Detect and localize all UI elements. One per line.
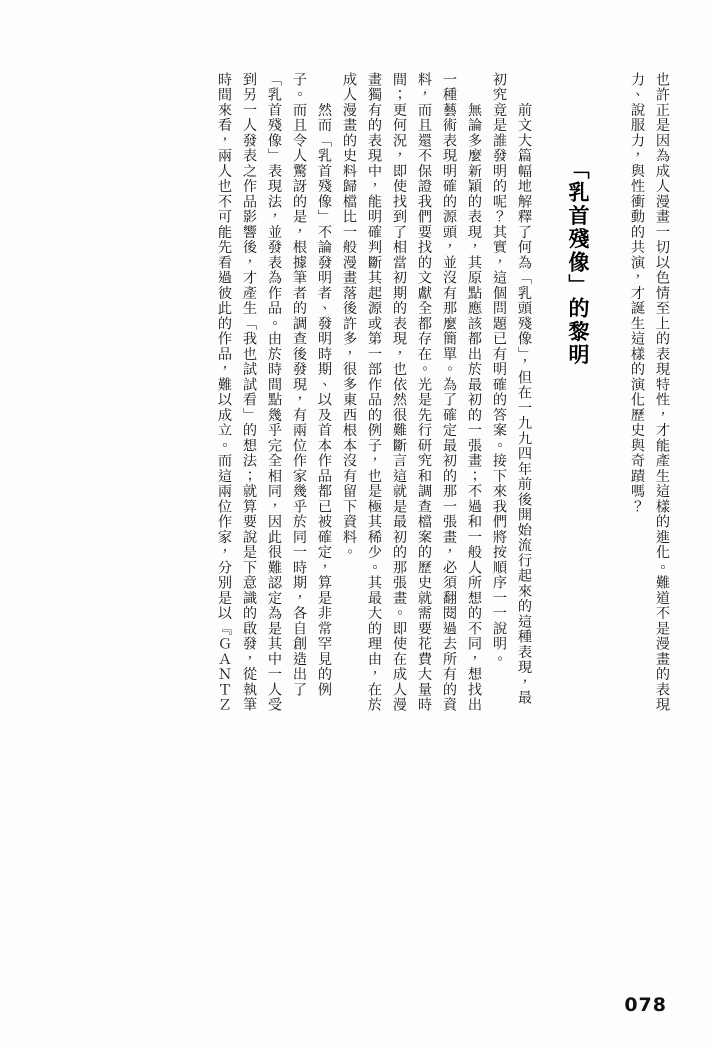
text-column-12: 子。而且令人驚訝的是，根據筆者的調查後發現，有兩位作家幾乎於同一時期，各自創造出了 xyxy=(291,72,307,698)
text-column-6: 一種藝術表現明確的源頭，並沒有那麼簡單。為了確定最初的那一張畫，必須翻閱過去所有的資 xyxy=(441,72,457,713)
text-column-5: 無論多麼新穎的表現，其原點應該都出於最初的一張畫；不過和一般人所想的不同，想找出 xyxy=(466,72,482,713)
vertical-text-body xyxy=(48,72,669,952)
text-column-7: 料，而且還不保證我們要找的文獻全都存在。光是先行研究和調查檔案的歷史就需要花費大量時 xyxy=(416,72,432,713)
text-column-10: 成人漫畫的史料歸檔比一般漫畫落後許多，很多東西根本沒有留下資料。 xyxy=(341,72,357,560)
text-column-15: 時間來看，兩人也不可能先看過彼此的作品，難以成立。而這兩位作家，分別是以『ＧＡＮＴＺ xyxy=(216,72,232,713)
text-column-11: 然而「乳首殘像」不論發明者、發明時期、以及首本作品都已被確定，算是非常罕見的例 xyxy=(316,72,332,698)
column-gap xyxy=(531,72,549,952)
text-column-14: 到另一人發表之作品影響後，才產生「我也試試看」的想法；就算要說是下意識的啟發，從執筆 xyxy=(241,72,257,713)
column-gap xyxy=(589,72,619,952)
text-column-2: 力、說服力，與性衝動的共演，才誕生這樣的演化歷史與奇蹟嗎？ xyxy=(629,72,645,515)
page-number: 078 xyxy=(624,994,667,1016)
text-column-1: 也許正是因為成人漫畫一切以色情至上的表現特性，才能產生這樣的進化。難道不是漫畫的表現 xyxy=(654,72,670,713)
text-column-8: 間；更何況，即使找到了相當初期的表現，也依然很難斷言這就是最初的那張畫。即使在成人漫 xyxy=(391,72,407,713)
section-heading: 「乳首殘像」的黎明 xyxy=(566,158,591,367)
text-column-4: 初究竟是誰發明的呢？其實，這個問題已有明確的答案。接下來我們將按順序一一說明。 xyxy=(491,72,507,667)
text-column-9: 畫獨有的表現中，能明確判斷其起源或第一部作品的例子，也是極其稀少。其最大的理由，在於 xyxy=(366,72,382,713)
text-column-3: 前文大篇幅地解釋了何為「乳頭殘像」，但在一九九四年前後開始流行起來的這種表現，最 xyxy=(516,72,532,706)
text-column-13: 「乳首殘像」表現法，並發表為作品。由於時間點幾乎完全相同，因此很難認定為是其中一人受 xyxy=(266,72,282,713)
